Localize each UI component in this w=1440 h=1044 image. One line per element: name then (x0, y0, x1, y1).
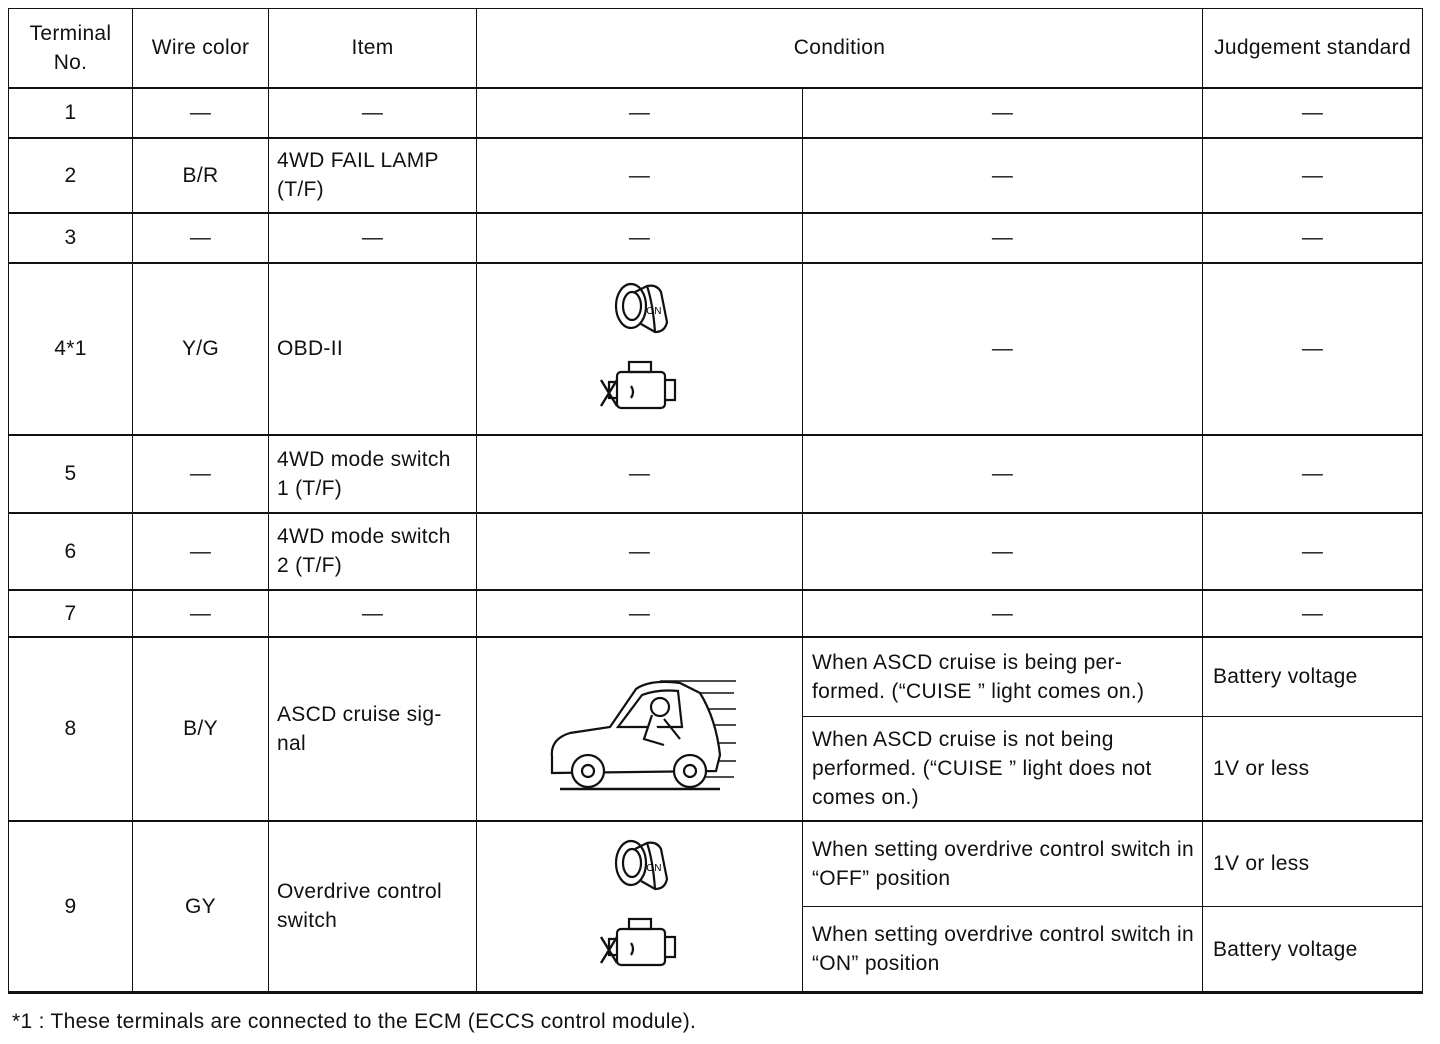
judgement: — (1203, 138, 1423, 213)
table-row (9, 637, 1423, 717)
condition-icon (477, 821, 803, 993)
wire-color: — (133, 435, 269, 513)
condition: — (803, 513, 1203, 590)
header-condition: Condition (477, 9, 1203, 88)
key-on-label: ON (645, 863, 662, 875)
condition: — (803, 138, 1203, 213)
terminal-table (8, 8, 1423, 994)
table-row (9, 590, 1423, 637)
condition: — (803, 88, 1203, 138)
wire-color: GY (133, 821, 269, 993)
condition: When ASCD cruise is being per-formed. (“CUISE ” light comes on.) (803, 637, 1203, 717)
wire-color: — (133, 213, 269, 263)
terminal-no: 7 (9, 590, 133, 637)
header-item: Item (269, 9, 477, 88)
table-row (9, 213, 1423, 263)
table-row (9, 513, 1423, 590)
header-judgement: Judgement standard (1203, 9, 1423, 88)
header-row (9, 9, 1423, 88)
condition: When ASCD cruise is not being performed. (“CUISE ” light does not comes on.) (803, 717, 1203, 821)
terminal-no: 5 (9, 435, 133, 513)
judgement: — (1203, 88, 1423, 138)
judgement: 1V or less (1203, 717, 1423, 821)
table-row (9, 138, 1423, 213)
judgement: 1V or less (1203, 821, 1423, 907)
wire-color: — (133, 513, 269, 590)
item: 4WD mode switch 2 (T/F) (269, 513, 477, 590)
item: ASCD cruise sig-nal (269, 637, 477, 821)
terminal-no: 8 (9, 637, 133, 821)
wire-color: — (133, 88, 269, 138)
item: 4WD mode switch 1 (T/F) (269, 435, 477, 513)
item: OBD-II (269, 263, 477, 435)
condition: — (803, 213, 1203, 263)
condition-icon: — (477, 138, 803, 213)
condition-icon (477, 637, 803, 821)
wire-color: B/R (133, 138, 269, 213)
item: — (269, 213, 477, 263)
judgement: Battery voltage (1203, 637, 1423, 717)
judgement: — (1203, 435, 1423, 513)
item: — (269, 88, 477, 138)
condition-icon (477, 263, 803, 435)
condition: When setting overdrive control switch in “ON” position (803, 907, 1203, 993)
item: — (269, 590, 477, 637)
judgement: — (1203, 513, 1423, 590)
terminal-no: 6 (9, 513, 133, 590)
terminal-no: 2 (9, 138, 133, 213)
terminal-no: 9 (9, 821, 133, 993)
item: Overdrive control switch (269, 821, 477, 993)
table-row (9, 88, 1423, 138)
terminal-no: 3 (9, 213, 133, 263)
wire-color: — (133, 590, 269, 637)
condition: — (803, 590, 1203, 637)
terminal-no: 4*1 (9, 263, 133, 435)
condition-icon: — (477, 213, 803, 263)
key-on-label: ON (645, 305, 662, 317)
condition-icon: — (477, 590, 803, 637)
header-wire-color: Wire color (133, 9, 269, 88)
table-row (9, 263, 1423, 435)
footnote: *1 : These terminals are connected to the ECM (ECCS control module). (12, 1010, 697, 1033)
header-terminal: Terminal No. (9, 9, 133, 88)
judgement: — (1203, 263, 1423, 435)
condition: — (803, 435, 1203, 513)
table-row (9, 821, 1423, 907)
condition-icon: — (477, 88, 803, 138)
driving-car-icon (540, 659, 740, 799)
wire-color: B/Y (133, 637, 269, 821)
ignition-on-engine-off-icon (595, 831, 685, 981)
judgement: Battery voltage (1203, 907, 1423, 993)
ignition-on-engine-off-icon (595, 274, 685, 424)
wire-color: Y/G (133, 263, 269, 435)
condition: — (803, 263, 1203, 435)
table-row (9, 435, 1423, 513)
terminal-no: 1 (9, 88, 133, 138)
judgement: — (1203, 590, 1423, 637)
condition-icon: — (477, 435, 803, 513)
item: 4WD FAIL LAMP (T/F) (269, 138, 477, 213)
judgement: — (1203, 213, 1423, 263)
condition-icon: — (477, 513, 803, 590)
condition: When setting overdrive control switch in “OFF” position (803, 821, 1203, 907)
